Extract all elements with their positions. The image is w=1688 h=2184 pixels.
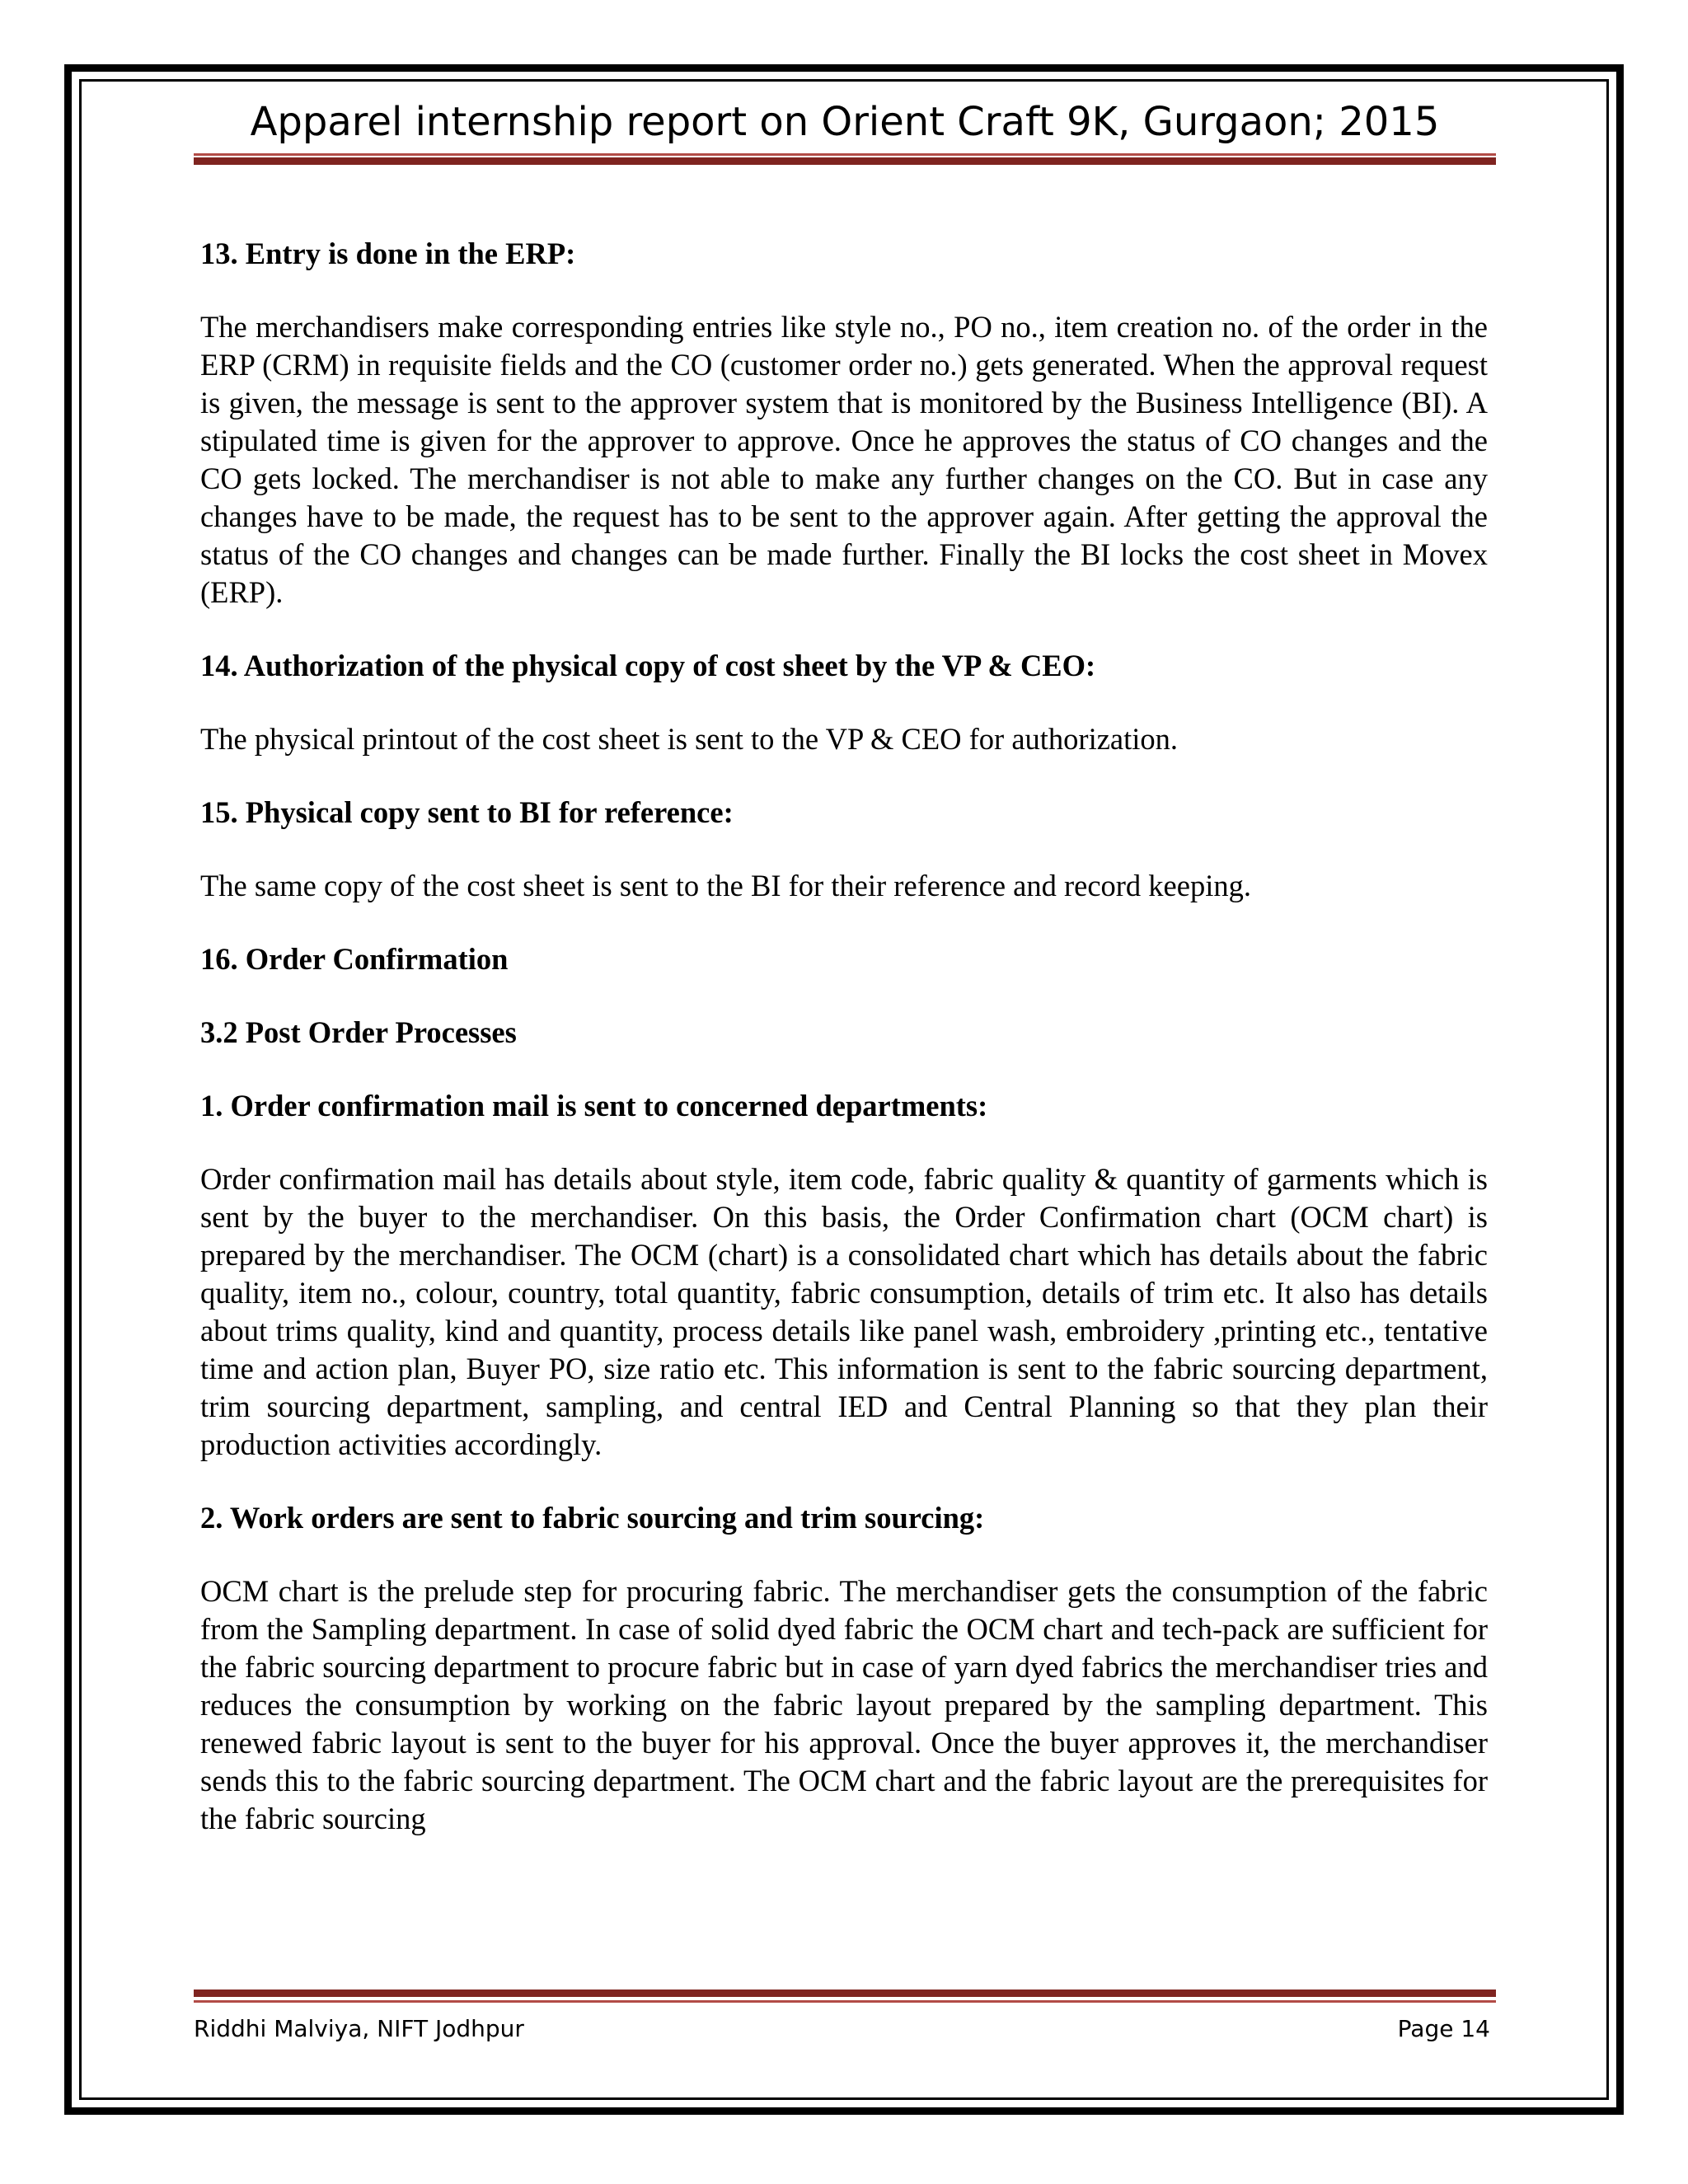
section-heading: 3.2 Post Order Processes (200, 1015, 517, 1049)
section-heading: 2. Work orders are sent to fabric sourcing and trim sourcing: (200, 1501, 985, 1535)
footer-page-number: Page 14 (1397, 2015, 1490, 2042)
section-paragraph: OCM chart is the prelude step for procuring fabric. The merchandiser gets the consumption of the fabric from the Sampling department. In case of solid dyed fabric the OCM chart and tech-pack are sufficient for the fabric sourcing department to procure fabric but in case of yarn dyed fabrics the merchandiser tries and reduces the consumption by working on the fabric layout prepared by the sampling department. This renewed fabric layout is sent to the buyer for his approval. Once the buyer approves it, the merchandiser sends this to the fabric sourcing department. The OCM chart and the fabric layout are the prerequisites for the fabric sourcing (200, 1574, 1488, 1835)
footer-author: Riddhi Malviya, NIFT Jodhpur (194, 2015, 524, 2042)
section-paragraph: Order confirmation mail has details about style, item code, fabric quality & quantity of garments which is sent by the buyer to the merchandiser. On this basis, the Order Confirmation chart (OCM chart) is prepared by the merchandiser. The OCM (chart) is a consolidated chart which has details about the fabric quality, item no., colour, country, total quantity, fabric consumption, details of trim etc. It also has details about trims quality, kind and quantity, process details like panel wash, embroidery ,printing etc., tentative time and action plan, Buyer PO, size ratio etc. This information is sent to the fabric sourcing department, trim sourcing department, sampling, and central IED and Central Planning so that they plan their production activities accordingly. (200, 1162, 1488, 1461)
section-heading: 16. Order Confirmation (200, 942, 509, 976)
section-heading: 15. Physical copy sent to BI for reference: (200, 795, 734, 829)
section-paragraph: The same copy of the cost sheet is sent to the BI for their reference and record keeping. (200, 869, 1251, 902)
document-body (200, 235, 1488, 1873)
page-header-title: Apparel internship report on Orient Craft 9K, Gurgaon; 2015 (250, 99, 1440, 145)
section-paragraph: The physical printout of the cost sheet is sent to the VP & CEO for authorization. (200, 722, 1179, 756)
section-heading: 13. Entry is done in the ERP: (200, 237, 576, 270)
section-paragraph: The merchandisers make corresponding entries like style no., PO no., item creation no. of the order in the ERP (CRM) in requisite fields and the CO (customer order no.) gets generated. When the approval request is given, the message is sent to the approver system that is monitored by the Business Intelligence (BI). A stipulated time is given for the approver to approve. Once he approves the status of CO changes and the CO gets locked. The merchandiser is not able to make any further changes on the CO. But in case any changes have to be made, the request has to be sent to the approver again. After getting the approval the status of the CO changes and changes can be made further. Finally the BI locks the cost sheet in Movex (ERP). (200, 310, 1488, 609)
header-rule-thick (194, 157, 1496, 165)
footer-rule-thick (194, 1990, 1496, 1997)
section-heading: 14. Authorization of the physical copy of cost sheet by the VP & CEO: (200, 649, 1096, 682)
header-rule-thin (194, 153, 1496, 156)
section-heading: 1. Order confirmation mail is sent to concerned departments: (200, 1089, 988, 1122)
footer-rule-thin (194, 2000, 1496, 2003)
